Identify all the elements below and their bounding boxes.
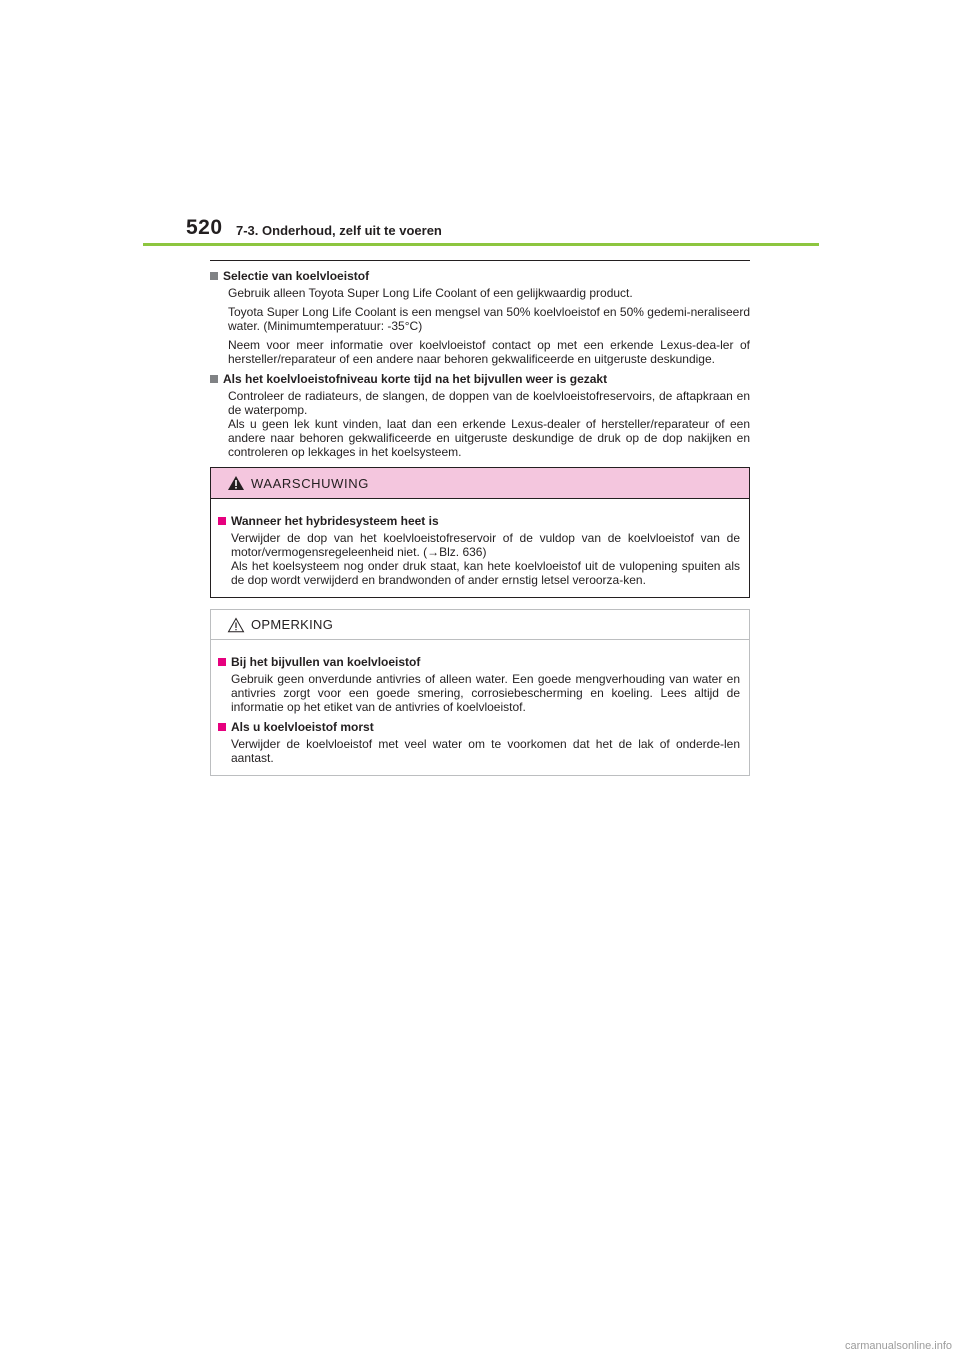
- warning-title: WAARSCHUWING: [251, 475, 369, 491]
- paragraph: Toyota Super Long Life Coolant is een mengsel van 50% koelvloeistof en 50% gedemi-neraliseerd water. (Minimumtemperatuur: -35°C): [228, 305, 750, 333]
- paragraph: Verwijder de koelvloeistof met veel water om te voorkomen dat het de lak of onderde-len aantast.: [231, 737, 740, 765]
- section-divider: [210, 260, 750, 261]
- notice-item-heading-text: Bij het bijvullen van koelvloeistof: [231, 655, 421, 669]
- warning-triangle-outline-icon: [227, 617, 245, 633]
- square-bullet-icon: [218, 723, 226, 731]
- chapter-title: 7-3. Onderhoud, zelf uit te voeren: [236, 223, 442, 238]
- section-heading-text: Als het koelvloeistofniveau korte tijd na het bijvullen weer is gezakt: [223, 372, 608, 386]
- warning-body: [211, 499, 749, 597]
- notice-title: OPMERKING: [251, 617, 334, 632]
- warning-triangle-filled-icon: [227, 475, 245, 491]
- section-heading-text: Selectie van koelvloeistof: [223, 269, 370, 283]
- notice-item-heading: [218, 654, 740, 670]
- warning-item-heading-text: Wanneer het hybridesysteem heet is: [231, 514, 439, 528]
- paragraph: Verwijder de dop van het koelvloeistofreservoir of de vuldop van de koelvloeistof van de motor/vermogensregeleenheid niet. (→Blz. 636): [231, 531, 740, 559]
- watermark: carmanualsonline.info: [844, 1340, 952, 1352]
- notice-header: [211, 610, 749, 640]
- square-bullet-icon: [210, 272, 218, 280]
- main-content: [210, 268, 750, 776]
- notice-item-heading-text: Als u koelvloeistof morst: [231, 720, 374, 734]
- square-bullet-icon: [210, 375, 218, 383]
- paragraph: Neem voor meer informatie over koelvloeistof contact op met een erkende Lexus-dea-ler of hersteller/reparateur of een andere naar behoren gekwalificeerde en uitgeruste deskundige.: [228, 338, 750, 366]
- notice-box: [210, 609, 750, 776]
- section-heading: [210, 268, 750, 284]
- warning-item-heading: [218, 513, 740, 529]
- section-coolant-selection: [210, 268, 750, 366]
- square-bullet-icon: [218, 658, 226, 666]
- page-number: 520: [186, 216, 223, 239]
- section-coolant-level-dropped: [210, 371, 750, 459]
- section-heading: [210, 371, 750, 387]
- header-rule: [143, 243, 819, 246]
- notice-item-heading: [218, 719, 740, 735]
- paragraph: Controleer de radiateurs, de slangen, de doppen van de koelvloeistofreservoirs, de aftapkraan en de waterpomp.: [228, 389, 750, 417]
- paragraph: Gebruik alleen Toyota Super Long Life Coolant of een gelijkwaardig product.: [228, 286, 633, 300]
- paragraph: Gebruik geen onverdunde antivries of alleen water. Een goede mengverhouding van water en antivries zorgt voor een goede smering, corrosiebescherming en koeling. Lees altijd de informatie op het etiket van de antivries of koelvloeistof.: [231, 672, 740, 714]
- square-bullet-icon: [218, 517, 226, 525]
- warning-header: [211, 468, 749, 499]
- paragraph: Als u geen lek kunt vinden, laat dan een erkende Lexus-dealer of hersteller/reparateur of een andere naar behoren gekwalificeerde en uitgeruste deskundige de druk op de dop nakijken en controleren op lekkages in het koelsysteem.: [228, 417, 750, 459]
- warning-box: [210, 467, 750, 598]
- paragraph: Als het koelsysteem nog onder druk staat, kan hete koelvloeistof uit de vulopening spuiten als de dop wordt verwijderd en brandwonden of ander ernstig letsel veroorza-ken.: [231, 559, 740, 587]
- notice-body: [211, 640, 749, 775]
